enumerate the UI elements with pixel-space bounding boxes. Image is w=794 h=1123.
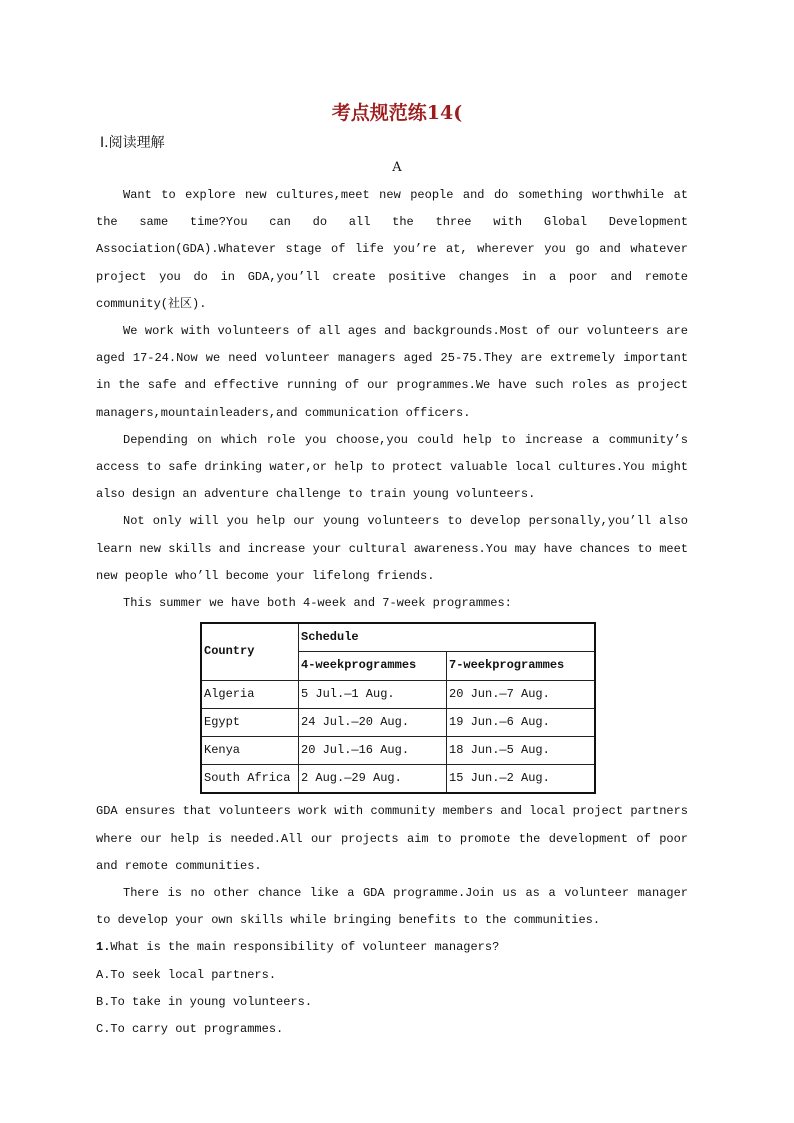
cell-4week: 20 Jul.—16 Aug. — [299, 737, 447, 765]
header-country: Country — [201, 623, 299, 680]
paragraph-2: We work with volunteers of all ages and backgrounds.Most of our volunteers are aged 17-24.Now we need volunteer managers aged 25-75.They are extremely important in the safe and effective running of our programmes.We have such roles as project managers,mountainleaders,and communication officers. — [96, 324, 688, 420]
schedule-table — [200, 622, 596, 794]
paragraph-6: GDA ensures that volunteers work with community members and local project partners where our help is needed.All our projects aim to promote the development of poor and remote communities. — [96, 804, 688, 873]
paragraph-3: Depending on which role you choose,you could help to increase a community’s access to safe drinking water,or help to protect valuable local cultures.You might also design an adventure challenge to train young volunteers. — [96, 432, 688, 502]
cell-4week: 5 Jul.—1 Aug. — [299, 680, 447, 708]
paragraph-4: Not only will you help our young volunteers to develop personally,you’ll also learn new skills and increase your cultural awareness.You may have chances to meet new people who’ll become your lifelong friends. — [96, 514, 688, 583]
cell-4week: 2 Aug.—29 Aug. — [299, 765, 447, 794]
cell-country: Algeria — [201, 680, 299, 708]
option-c: C.To carry out programmes. — [96, 1022, 284, 1037]
cell-7week: 19 Jun.—6 Aug. — [447, 708, 596, 736]
table-row — [201, 737, 595, 765]
option-b: B.To take in young volunteers. — [96, 994, 313, 1009]
table-header-row — [201, 623, 595, 652]
header-schedule: Schedule — [299, 623, 596, 652]
cell-country: South Africa — [201, 765, 299, 794]
option-a: A.To seek local partners. — [96, 967, 277, 982]
section-heading: Ⅰ.阅读理解 — [100, 135, 165, 151]
paragraph-7: There is no other chance like a GDA programme.Join us as a volunteer manager to develop your own skills while bringing benefits to the communities. — [96, 886, 688, 928]
question-number: 1. — [96, 940, 111, 955]
paragraph-1: Want to explore new cultures,meet new people and do something worthwhile at the same time?You can do all the three with Global Development Association(GDA).Whatever stage of life you’re at, wherever you go and whatever project you do in GDA,you’ll create positive changes in a poor and remote community(社区). — [96, 188, 688, 311]
cell-country: Kenya — [201, 737, 299, 765]
table-row — [201, 680, 595, 708]
cell-7week: 18 Jun.—5 Aug. — [447, 737, 596, 765]
page-title: 考点规范练14( — [331, 102, 463, 124]
question-1 — [96, 934, 688, 961]
passage-label: A — [392, 160, 402, 175]
table-row — [201, 765, 595, 794]
question-text: What is the main responsibility of volunteer managers? — [110, 940, 500, 955]
table-row — [201, 708, 595, 736]
paragraph-5: This summer we have both 4-week and 7-week programmes: — [123, 596, 512, 611]
passage-body — [96, 182, 688, 1043]
header-4week: 4-weekprogrammes — [299, 652, 447, 680]
cell-country: Egypt — [201, 708, 299, 736]
cell-7week: 20 Jun.—7 Aug. — [447, 680, 596, 708]
cell-4week: 24 Jul.—20 Aug. — [299, 708, 447, 736]
cell-7week: 15 Jun.—2 Aug. — [447, 765, 596, 794]
header-7week: 7-weekprogrammes — [447, 652, 596, 680]
